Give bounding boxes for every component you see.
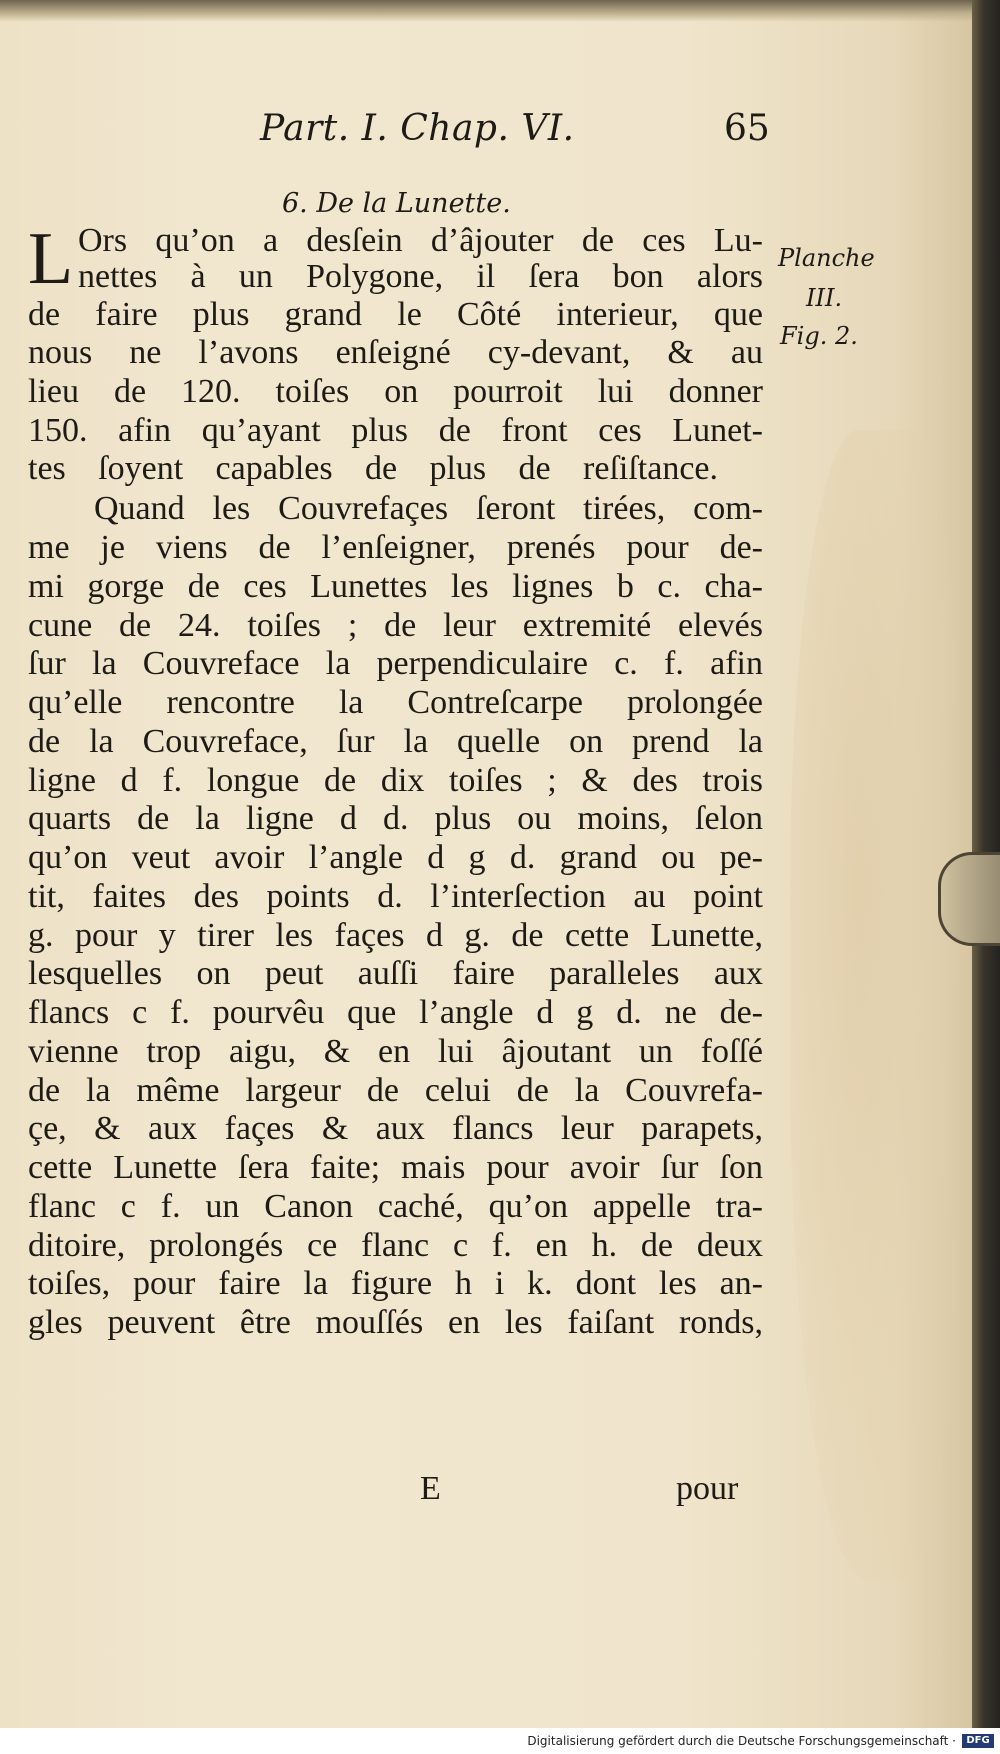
drop-cap: L: [28, 218, 74, 300]
text-line-25: cette Lunette ſera faite; mais pour avoir ſur ſon: [28, 1149, 763, 1186]
signature-mark: E: [420, 1470, 441, 1507]
margin-note-figure: Fig. 2.: [780, 322, 858, 350]
clasp-tab: [938, 852, 1000, 946]
text-line-3: de faire plus grand le Côté interieur, que: [28, 296, 763, 333]
text-line-26: flanc c f. un Canon caché, qu’on appelle tra-: [28, 1188, 763, 1225]
text-line-27: ditoire, prolongés ce flanc c f. en h. de deux: [28, 1227, 763, 1264]
text-line-21: flancs c f. pourvêu que l’angle d g d. ne de-: [28, 994, 763, 1031]
text-line-14: de la Couvreface, ſur la quelle on prend la: [28, 723, 763, 760]
margin-note-plate-number: III.: [806, 284, 843, 312]
text-line-20: lesquelles on peut auſſi faire paralleles aux: [28, 955, 763, 992]
text-line-28: toiſes, pour faire la figure h i k. dont les an-: [28, 1265, 763, 1302]
text-line-6: 150. afin qu’ayant plus de front ces Lunet-: [28, 412, 763, 449]
text-line-15: ligne d f. longue de dix toiſes ; & des trois: [28, 762, 763, 799]
text-line-23: de la même largeur de celui de la Couvrefa-: [28, 1072, 763, 1109]
dfg-logo-icon: DFG: [962, 1734, 994, 1748]
page-number: 65: [724, 108, 770, 149]
text-line-5: lieu de 120. toiſes on pourroit lui donner: [28, 373, 763, 410]
footer-credit: Digitalisierung gefördert durch die Deutsche Forschungsgemeinschaft ·: [527, 1734, 956, 1748]
text-line-12: ſur la Couvreface la perpendiculaire c. f. afin: [28, 645, 763, 682]
text-line-8: Quand les Couvrefaçes ſeront tirées, com-: [94, 490, 763, 527]
text-line-11: cune de 24. toiſes ; de leur extremité elevés: [28, 607, 763, 644]
section-title: 6. De la Lunette.: [282, 188, 511, 219]
text-line-13: qu’elle rencontre la Contreſcarpe prolongée: [28, 684, 763, 721]
text-line-7: tes ſoyent capables de plus de reſiſtance.: [28, 450, 718, 487]
text-line-4: nous ne l’avons enſeigné cy-devant, & au: [28, 334, 763, 371]
water-stain: [790, 430, 960, 1580]
text-line-9: me je viens de l’enſeigner, prenés pour de-: [28, 529, 763, 566]
text-line-16: quarts de la ligne d d. plus ou moins, ſelon: [28, 800, 763, 837]
margin-note-plate: Planche: [778, 244, 875, 272]
text-line-10: mi gorge de ces Lunettes les lignes b c. cha-: [28, 568, 763, 605]
text-line-29: gles peuvent être mouſſés en les faiſant ronds,: [28, 1304, 763, 1341]
text-line-19: g. pour y tirer les façes d g. de cette Lunette,: [28, 917, 763, 954]
catchword: pour: [676, 1470, 739, 1507]
text-line-1: Ors qu’on a desſein d’âjouter de ces Lu-: [78, 222, 763, 259]
running-title: Part. I. Chap. VI.: [260, 108, 575, 149]
text-line-18: tit, faites des points d. l’interſection au point: [28, 878, 763, 915]
text-line-24: çe, & aux façes & aux flancs leur parapets,: [28, 1110, 763, 1147]
text-line-2: nettes à un Polygone, il ſera bon alors: [78, 258, 763, 295]
text-line-22: vienne trop aigu, & en lui âjoutant un foſſé: [28, 1033, 763, 1070]
text-line-17: qu’on veut avoir l’angle d g d. grand ou pe-: [28, 839, 763, 876]
digitization-footer: [0, 1728, 1000, 1754]
